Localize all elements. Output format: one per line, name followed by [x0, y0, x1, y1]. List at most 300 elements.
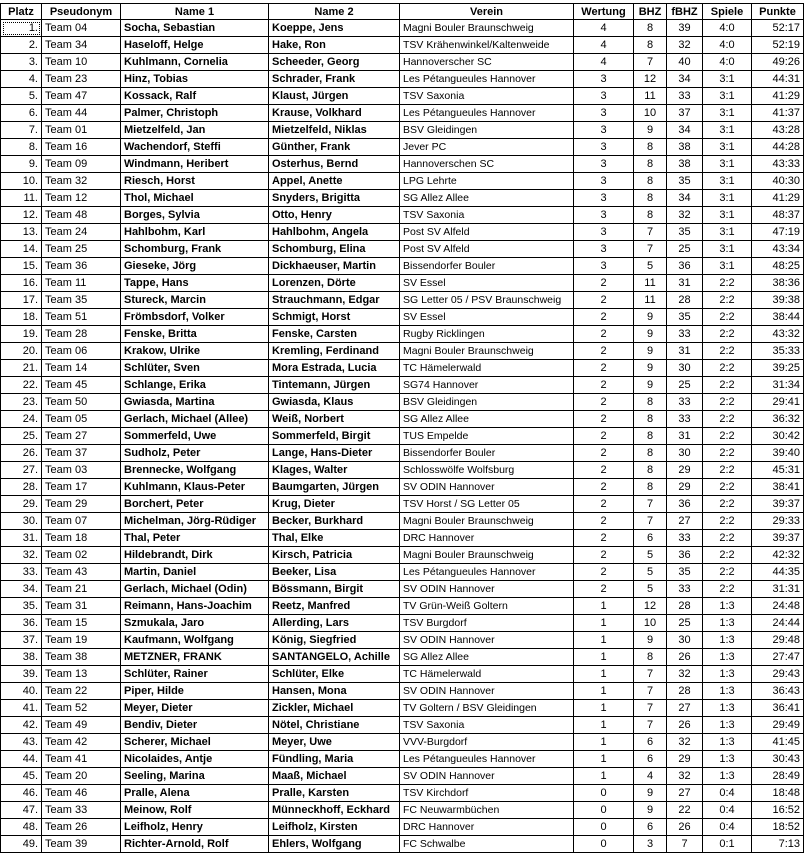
- cell-verein[interactable]: TUS Empelde: [400, 428, 574, 445]
- cell-wertung[interactable]: 1: [574, 598, 634, 615]
- table-row[interactable]: [1, 700, 804, 717]
- cell-spiele[interactable]: 2:2: [703, 513, 752, 530]
- cell-name2[interactable]: Krause, Volkhard: [269, 105, 400, 122]
- cell-bhz[interactable]: 9: [634, 785, 667, 802]
- cell-punkte[interactable]: 41:29: [752, 88, 804, 105]
- cell-punkte[interactable]: 43:32: [752, 326, 804, 343]
- cell-verein[interactable]: SV Essel: [400, 275, 574, 292]
- cell-pseudonym[interactable]: Team 03: [42, 462, 121, 479]
- cell-wertung[interactable]: 1: [574, 700, 634, 717]
- cell-name1[interactable]: Borges, Sylvia: [121, 207, 269, 224]
- cell-wertung[interactable]: 2: [574, 394, 634, 411]
- cell-pseudonym[interactable]: Team 52: [42, 700, 121, 717]
- cell-verein[interactable]: FC Schwalbe: [400, 836, 574, 853]
- cell-name1[interactable]: Hinz, Tobias: [121, 71, 269, 88]
- cell-name2[interactable]: Becker, Burkhard: [269, 513, 400, 530]
- cell-fbhz[interactable]: 37: [667, 105, 703, 122]
- table-row[interactable]: [1, 224, 804, 241]
- cell-pseudonym[interactable]: Team 09: [42, 156, 121, 173]
- cell-name2[interactable]: Reetz, Manfred: [269, 598, 400, 615]
- cell-name2[interactable]: Osterhus, Bernd: [269, 156, 400, 173]
- cell-punkte[interactable]: 30:43: [752, 751, 804, 768]
- cell-wertung[interactable]: 3: [574, 139, 634, 156]
- col-header-platz[interactable]: Platz: [1, 4, 42, 20]
- cell-fbhz[interactable]: 27: [667, 700, 703, 717]
- cell-name1[interactable]: Michelman, Jörg-Rüdiger: [121, 513, 269, 530]
- cell-punkte[interactable]: 41:37: [752, 105, 804, 122]
- cell-wertung[interactable]: 0: [574, 802, 634, 819]
- table-row[interactable]: [1, 819, 804, 836]
- cell-name2[interactable]: Günther, Frank: [269, 139, 400, 156]
- cell-name1[interactable]: Leifholz, Henry: [121, 819, 269, 836]
- table-row[interactable]: [1, 836, 804, 853]
- cell-punkte[interactable]: 48:25: [752, 258, 804, 275]
- cell-wertung[interactable]: 2: [574, 547, 634, 564]
- cell-fbhz[interactable]: 40: [667, 54, 703, 71]
- cell-name2[interactable]: Fenske, Carsten: [269, 326, 400, 343]
- cell-platz[interactable]: 9.: [1, 156, 42, 173]
- cell-pseudonym[interactable]: Team 21: [42, 581, 121, 598]
- cell-fbhz[interactable]: 26: [667, 819, 703, 836]
- cell-spiele[interactable]: 2:2: [703, 547, 752, 564]
- cell-fbhz[interactable]: 25: [667, 377, 703, 394]
- cell-platz[interactable]: 19.: [1, 326, 42, 343]
- cell-platz[interactable]: 33.: [1, 564, 42, 581]
- cell-verein[interactable]: Magni Bouler Braunschweig: [400, 513, 574, 530]
- cell-verein[interactable]: Magni Bouler Braunschweig: [400, 343, 574, 360]
- cell-name1[interactable]: Gerlach, Michael (Odin): [121, 581, 269, 598]
- cell-punkte[interactable]: 44:28: [752, 139, 804, 156]
- cell-punkte[interactable]: 45:31: [752, 462, 804, 479]
- cell-platz[interactable]: 15.: [1, 258, 42, 275]
- cell-wertung[interactable]: 2: [574, 343, 634, 360]
- cell-punkte[interactable]: 40:30: [752, 173, 804, 190]
- cell-fbhz[interactable]: 30: [667, 445, 703, 462]
- cell-wertung[interactable]: 4: [574, 20, 634, 37]
- cell-platz[interactable]: 27.: [1, 462, 42, 479]
- cell-bhz[interactable]: 9: [634, 309, 667, 326]
- cell-name2[interactable]: Krug, Dieter: [269, 496, 400, 513]
- cell-name1[interactable]: Sommerfeld, Uwe: [121, 428, 269, 445]
- cell-spiele[interactable]: 2:2: [703, 479, 752, 496]
- cell-pseudonym[interactable]: Team 42: [42, 734, 121, 751]
- cell-verein[interactable]: TV Goltern / BSV Gleidingen: [400, 700, 574, 717]
- cell-fbhz[interactable]: 35: [667, 173, 703, 190]
- cell-platz[interactable]: 45.: [1, 768, 42, 785]
- cell-name1[interactable]: Kuhlmann, Klaus-Peter: [121, 479, 269, 496]
- cell-wertung[interactable]: 1: [574, 768, 634, 785]
- cell-bhz[interactable]: 5: [634, 581, 667, 598]
- cell-spiele[interactable]: 3:1: [703, 122, 752, 139]
- cell-name2[interactable]: Schlüter, Elke: [269, 666, 400, 683]
- cell-pseudonym[interactable]: Team 33: [42, 802, 121, 819]
- cell-bhz[interactable]: 9: [634, 632, 667, 649]
- cell-verein[interactable]: TSV Kirchdorf: [400, 785, 574, 802]
- cell-bhz[interactable]: 5: [634, 564, 667, 581]
- cell-bhz[interactable]: 9: [634, 326, 667, 343]
- cell-name2[interactable]: Koeppe, Jens: [269, 20, 400, 37]
- cell-name2[interactable]: Ehlers, Wolfgang: [269, 836, 400, 853]
- cell-fbhz[interactable]: 32: [667, 37, 703, 54]
- table-row[interactable]: [1, 54, 804, 71]
- cell-punkte[interactable]: 38:44: [752, 309, 804, 326]
- col-header-fbhz[interactable]: fBHZ: [667, 4, 703, 20]
- cell-wertung[interactable]: 1: [574, 734, 634, 751]
- cell-platz[interactable]: 23.: [1, 394, 42, 411]
- cell-fbhz[interactable]: 31: [667, 428, 703, 445]
- cell-verein[interactable]: DRC Hannover: [400, 819, 574, 836]
- cell-bhz[interactable]: 6: [634, 734, 667, 751]
- cell-spiele[interactable]: 1:3: [703, 700, 752, 717]
- cell-platz[interactable]: 43.: [1, 734, 42, 751]
- cell-name1[interactable]: Martin, Daniel: [121, 564, 269, 581]
- table-row[interactable]: [1, 139, 804, 156]
- cell-verein[interactable]: Jever PC: [400, 139, 574, 156]
- cell-pseudonym[interactable]: Team 32: [42, 173, 121, 190]
- cell-punkte[interactable]: 39:40: [752, 445, 804, 462]
- cell-bhz[interactable]: 8: [634, 479, 667, 496]
- cell-name1[interactable]: Pralle, Alena: [121, 785, 269, 802]
- cell-spiele[interactable]: 3:1: [703, 71, 752, 88]
- cell-name1[interactable]: Sudholz, Peter: [121, 445, 269, 462]
- cell-name1[interactable]: Reimann, Hans-Joachim: [121, 598, 269, 615]
- cell-wertung[interactable]: 1: [574, 666, 634, 683]
- cell-verein[interactable]: TSV Horst / SG Letter 05: [400, 496, 574, 513]
- cell-name1[interactable]: Schomburg, Frank: [121, 241, 269, 258]
- cell-pseudonym[interactable]: Team 36: [42, 258, 121, 275]
- cell-punkte[interactable]: 38:41: [752, 479, 804, 496]
- cell-name1[interactable]: Piper, Hilde: [121, 683, 269, 700]
- cell-pseudonym[interactable]: Team 39: [42, 836, 121, 853]
- cell-fbhz[interactable]: 36: [667, 547, 703, 564]
- table-row[interactable]: [1, 275, 804, 292]
- cell-verein[interactable]: Magni Bouler Braunschweig: [400, 547, 574, 564]
- cell-fbhz[interactable]: 32: [667, 666, 703, 683]
- cell-wertung[interactable]: 2: [574, 445, 634, 462]
- cell-spiele[interactable]: 1:3: [703, 683, 752, 700]
- cell-fbhz[interactable]: 32: [667, 768, 703, 785]
- cell-spiele[interactable]: 2:2: [703, 360, 752, 377]
- cell-wertung[interactable]: 2: [574, 326, 634, 343]
- cell-bhz[interactable]: 11: [634, 275, 667, 292]
- table-row[interactable]: [1, 190, 804, 207]
- cell-pseudonym[interactable]: Team 50: [42, 394, 121, 411]
- cell-fbhz[interactable]: 28: [667, 292, 703, 309]
- cell-wertung[interactable]: 1: [574, 632, 634, 649]
- cell-punkte[interactable]: 16:52: [752, 802, 804, 819]
- cell-platz[interactable]: 34.: [1, 581, 42, 598]
- cell-punkte[interactable]: 24:48: [752, 598, 804, 615]
- cell-spiele[interactable]: 2:2: [703, 428, 752, 445]
- cell-verein[interactable]: TSV Krähenwinkel/Kaltenweide: [400, 37, 574, 54]
- cell-pseudonym[interactable]: Team 43: [42, 564, 121, 581]
- cell-name2[interactable]: Mietzelfeld, Niklas: [269, 122, 400, 139]
- cell-verein[interactable]: Post SV Alfeld: [400, 241, 574, 258]
- cell-verein[interactable]: SV ODIN Hannover: [400, 479, 574, 496]
- cell-pseudonym[interactable]: Team 49: [42, 717, 121, 734]
- cell-fbhz[interactable]: 30: [667, 360, 703, 377]
- table-row[interactable]: [1, 581, 804, 598]
- table-row[interactable]: [1, 37, 804, 54]
- cell-name2[interactable]: Hansen, Mona: [269, 683, 400, 700]
- cell-bhz[interactable]: 8: [634, 173, 667, 190]
- cell-bhz[interactable]: 8: [634, 190, 667, 207]
- cell-spiele[interactable]: 2:2: [703, 445, 752, 462]
- cell-wertung[interactable]: 3: [574, 122, 634, 139]
- cell-punkte[interactable]: 28:49: [752, 768, 804, 785]
- table-row[interactable]: [1, 360, 804, 377]
- cell-wertung[interactable]: 2: [574, 462, 634, 479]
- cell-wertung[interactable]: 4: [574, 37, 634, 54]
- cell-spiele[interactable]: 3:1: [703, 241, 752, 258]
- cell-wertung[interactable]: 3: [574, 105, 634, 122]
- cell-punkte[interactable]: 18:52: [752, 819, 804, 836]
- cell-fbhz[interactable]: 33: [667, 530, 703, 547]
- cell-pseudonym[interactable]: Team 14: [42, 360, 121, 377]
- cell-platz[interactable]: 2.: [1, 37, 42, 54]
- cell-name1[interactable]: Haseloff, Helge: [121, 37, 269, 54]
- cell-punkte[interactable]: 29:48: [752, 632, 804, 649]
- cell-name1[interactable]: METZNER, FRANK: [121, 649, 269, 666]
- cell-spiele[interactable]: 4:0: [703, 20, 752, 37]
- cell-pseudonym[interactable]: Team 31: [42, 598, 121, 615]
- cell-punkte[interactable]: 29:33: [752, 513, 804, 530]
- cell-bhz[interactable]: 8: [634, 462, 667, 479]
- table-row[interactable]: [1, 309, 804, 326]
- cell-fbhz[interactable]: 32: [667, 734, 703, 751]
- cell-punkte[interactable]: 35:33: [752, 343, 804, 360]
- cell-platz[interactable]: 31.: [1, 530, 42, 547]
- cell-fbhz[interactable]: 35: [667, 224, 703, 241]
- cell-bhz[interactable]: 11: [634, 292, 667, 309]
- cell-wertung[interactable]: 2: [574, 292, 634, 309]
- cell-bhz[interactable]: 9: [634, 377, 667, 394]
- cell-punkte[interactable]: 36:32: [752, 411, 804, 428]
- cell-spiele[interactable]: 0:4: [703, 802, 752, 819]
- cell-pseudonym[interactable]: Team 15: [42, 615, 121, 632]
- cell-name2[interactable]: Sommerfeld, Birgit: [269, 428, 400, 445]
- cell-name1[interactable]: Kuhlmann, Cornelia: [121, 54, 269, 71]
- cell-wertung[interactable]: 3: [574, 241, 634, 258]
- cell-fbhz[interactable]: 39: [667, 20, 703, 37]
- cell-name2[interactable]: Zickler, Michael: [269, 700, 400, 717]
- cell-verein[interactable]: SV ODIN Hannover: [400, 581, 574, 598]
- cell-bhz[interactable]: 9: [634, 122, 667, 139]
- cell-fbhz[interactable]: 29: [667, 751, 703, 768]
- cell-name1[interactable]: Nicolaides, Antje: [121, 751, 269, 768]
- cell-spiele[interactable]: 2:2: [703, 292, 752, 309]
- cell-punkte[interactable]: 31:31: [752, 581, 804, 598]
- cell-verein[interactable]: LPG Lehrte: [400, 173, 574, 190]
- cell-name2[interactable]: Baumgarten, Jürgen: [269, 479, 400, 496]
- cell-verein[interactable]: TSV Burgdorf: [400, 615, 574, 632]
- cell-pseudonym[interactable]: Team 12: [42, 190, 121, 207]
- cell-name2[interactable]: Beeker, Lisa: [269, 564, 400, 581]
- cell-spiele[interactable]: 2:2: [703, 326, 752, 343]
- table-row[interactable]: [1, 292, 804, 309]
- cell-bhz[interactable]: 7: [634, 241, 667, 258]
- cell-name1[interactable]: Palmer, Christoph: [121, 105, 269, 122]
- cell-name1[interactable]: Tappe, Hans: [121, 275, 269, 292]
- cell-name1[interactable]: Kaufmann, Wolfgang: [121, 632, 269, 649]
- cell-name2[interactable]: Kirsch, Patricia: [269, 547, 400, 564]
- cell-pseudonym[interactable]: Team 18: [42, 530, 121, 547]
- col-header-name2[interactable]: Name 2: [269, 4, 400, 20]
- cell-punkte[interactable]: 18:48: [752, 785, 804, 802]
- cell-name2[interactable]: Tintemann, Jürgen: [269, 377, 400, 394]
- cell-platz[interactable]: 20.: [1, 343, 42, 360]
- cell-wertung[interactable]: 3: [574, 156, 634, 173]
- cell-verein[interactable]: TV Grün-Weiß Goltern: [400, 598, 574, 615]
- cell-name2[interactable]: Thal, Elke: [269, 530, 400, 547]
- cell-spiele[interactable]: 0:1: [703, 836, 752, 853]
- cell-name1[interactable]: Thol, Michael: [121, 190, 269, 207]
- cell-bhz[interactable]: 12: [634, 71, 667, 88]
- cell-fbhz[interactable]: 28: [667, 683, 703, 700]
- table-row[interactable]: [1, 462, 804, 479]
- table-row[interactable]: [1, 785, 804, 802]
- cell-fbhz[interactable]: 7: [667, 836, 703, 853]
- cell-verein[interactable]: SV ODIN Hannover: [400, 632, 574, 649]
- table-row[interactable]: [1, 207, 804, 224]
- cell-platz[interactable]: 44.: [1, 751, 42, 768]
- cell-platz[interactable]: 35.: [1, 598, 42, 615]
- cell-platz[interactable]: 47.: [1, 802, 42, 819]
- cell-bhz[interactable]: 6: [634, 751, 667, 768]
- cell-pseudonym[interactable]: Team 07: [42, 513, 121, 530]
- table-row[interactable]: [1, 122, 804, 139]
- cell-verein[interactable]: SG Allez Allee: [400, 649, 574, 666]
- cell-fbhz[interactable]: 33: [667, 581, 703, 598]
- cell-fbhz[interactable]: 34: [667, 71, 703, 88]
- table-row[interactable]: [1, 105, 804, 122]
- cell-platz[interactable]: 5.: [1, 88, 42, 105]
- cell-pseudonym[interactable]: Team 02: [42, 547, 121, 564]
- table-row[interactable]: [1, 241, 804, 258]
- cell-fbhz[interactable]: 33: [667, 88, 703, 105]
- cell-bhz[interactable]: 8: [634, 156, 667, 173]
- cell-name1[interactable]: Gerlach, Michael (Allee): [121, 411, 269, 428]
- cell-spiele[interactable]: 1:3: [703, 768, 752, 785]
- cell-bhz[interactable]: 7: [634, 666, 667, 683]
- table-row[interactable]: [1, 530, 804, 547]
- cell-punkte[interactable]: 39:37: [752, 530, 804, 547]
- cell-verein[interactable]: SV Essel: [400, 309, 574, 326]
- cell-platz[interactable]: 17.: [1, 292, 42, 309]
- cell-bhz[interactable]: 7: [634, 717, 667, 734]
- cell-bhz[interactable]: 12: [634, 598, 667, 615]
- cell-platz[interactable]: 3.: [1, 54, 42, 71]
- cell-pseudonym[interactable]: Team 04: [42, 20, 121, 37]
- cell-name1[interactable]: Bendiv, Dieter: [121, 717, 269, 734]
- cell-punkte[interactable]: 36:43: [752, 683, 804, 700]
- cell-fbhz[interactable]: 30: [667, 632, 703, 649]
- cell-verein[interactable]: TSV Saxonia: [400, 207, 574, 224]
- cell-fbhz[interactable]: 25: [667, 615, 703, 632]
- cell-fbhz[interactable]: 38: [667, 139, 703, 156]
- cell-punkte[interactable]: 41:45: [752, 734, 804, 751]
- cell-name2[interactable]: Klages, Walter: [269, 462, 400, 479]
- cell-wertung[interactable]: 2: [574, 564, 634, 581]
- table-row[interactable]: [1, 326, 804, 343]
- cell-pseudonym[interactable]: Team 37: [42, 445, 121, 462]
- cell-fbhz[interactable]: 25: [667, 241, 703, 258]
- cell-punkte[interactable]: 52:17: [752, 20, 804, 37]
- cell-platz[interactable]: 30.: [1, 513, 42, 530]
- cell-name1[interactable]: Thal, Peter: [121, 530, 269, 547]
- cell-platz[interactable]: 21.: [1, 360, 42, 377]
- cell-platz[interactable]: 8.: [1, 139, 42, 156]
- cell-name1[interactable]: Hildebrandt, Dirk: [121, 547, 269, 564]
- cell-punkte[interactable]: 49:26: [752, 54, 804, 71]
- cell-spiele[interactable]: 3:1: [703, 156, 752, 173]
- cell-name2[interactable]: Bössmann, Birgit: [269, 581, 400, 598]
- cell-name1[interactable]: Hahlbohm, Karl: [121, 224, 269, 241]
- cell-pseudonym[interactable]: Team 45: [42, 377, 121, 394]
- cell-bhz[interactable]: 9: [634, 802, 667, 819]
- table-row[interactable]: [1, 666, 804, 683]
- table-row[interactable]: [1, 802, 804, 819]
- cell-name2[interactable]: König, Siegfried: [269, 632, 400, 649]
- cell-spiele[interactable]: 2:2: [703, 496, 752, 513]
- cell-name1[interactable]: Frömbsdorf, Volker: [121, 309, 269, 326]
- cell-punkte[interactable]: 44:31: [752, 71, 804, 88]
- cell-platz[interactable]: 29.: [1, 496, 42, 513]
- cell-spiele[interactable]: 2:2: [703, 275, 752, 292]
- cell-wertung[interactable]: 2: [574, 479, 634, 496]
- cell-bhz[interactable]: 8: [634, 394, 667, 411]
- cell-name2[interactable]: Mora Estrada, Lucia: [269, 360, 400, 377]
- cell-bhz[interactable]: 8: [634, 428, 667, 445]
- cell-name2[interactable]: Lange, Hans-Dieter: [269, 445, 400, 462]
- cell-spiele[interactable]: 2:2: [703, 343, 752, 360]
- cell-verein[interactable]: SV ODIN Hannover: [400, 768, 574, 785]
- cell-wertung[interactable]: 2: [574, 309, 634, 326]
- cell-pseudonym[interactable]: Team 44: [42, 105, 121, 122]
- cell-punkte[interactable]: 43:33: [752, 156, 804, 173]
- cell-name1[interactable]: Borchert, Peter: [121, 496, 269, 513]
- cell-bhz[interactable]: 10: [634, 615, 667, 632]
- cell-platz[interactable]: 41.: [1, 700, 42, 717]
- cell-bhz[interactable]: 10: [634, 105, 667, 122]
- cell-name2[interactable]: Scheeder, Georg: [269, 54, 400, 71]
- cell-punkte[interactable]: 44:35: [752, 564, 804, 581]
- cell-fbhz[interactable]: 33: [667, 394, 703, 411]
- cell-pseudonym[interactable]: Team 34: [42, 37, 121, 54]
- cell-verein[interactable]: SG Allez Allee: [400, 190, 574, 207]
- cell-verein[interactable]: TC Hämelerwald: [400, 666, 574, 683]
- cell-name2[interactable]: Otto, Henry: [269, 207, 400, 224]
- cell-punkte[interactable]: 29:41: [752, 394, 804, 411]
- cell-platz[interactable]: 48.: [1, 819, 42, 836]
- cell-pseudonym[interactable]: Team 23: [42, 71, 121, 88]
- cell-name1[interactable]: Windmann, Heribert: [121, 156, 269, 173]
- cell-punkte[interactable]: 7:13: [752, 836, 804, 853]
- cell-fbhz[interactable]: 31: [667, 275, 703, 292]
- cell-verein[interactable]: TSV Saxonia: [400, 717, 574, 734]
- cell-spiele[interactable]: 0:4: [703, 785, 752, 802]
- cell-fbhz[interactable]: 33: [667, 411, 703, 428]
- cell-spiele[interactable]: 1:3: [703, 751, 752, 768]
- cell-spiele[interactable]: 3:1: [703, 258, 752, 275]
- cell-punkte[interactable]: 42:32: [752, 547, 804, 564]
- cell-platz[interactable]: 37.: [1, 632, 42, 649]
- cell-platz[interactable]: 16.: [1, 275, 42, 292]
- cell-name1[interactable]: Socha, Sebastian: [121, 20, 269, 37]
- cell-name2[interactable]: Weiß, Norbert: [269, 411, 400, 428]
- table-row[interactable]: [1, 547, 804, 564]
- cell-fbhz[interactable]: 34: [667, 122, 703, 139]
